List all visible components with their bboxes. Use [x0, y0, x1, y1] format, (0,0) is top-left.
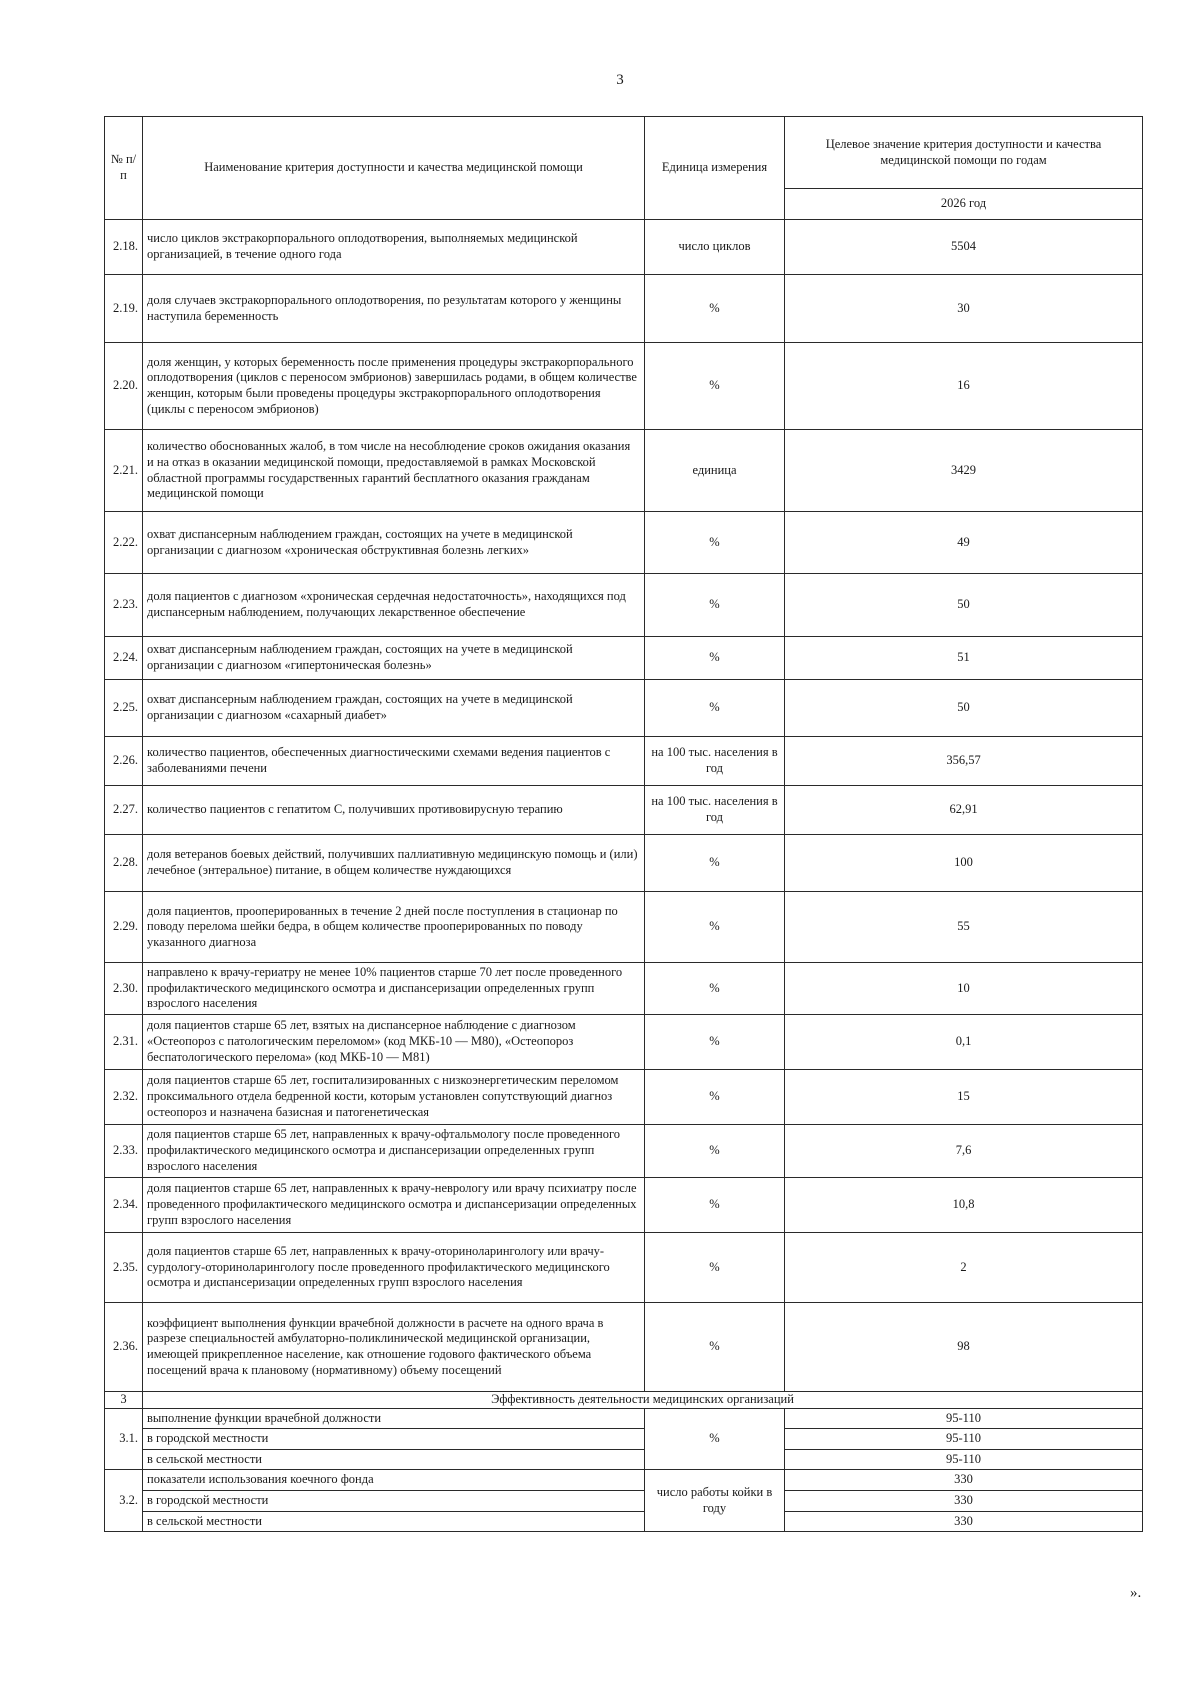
row-unit: % [645, 1232, 785, 1302]
row-value: 330 [785, 1511, 1143, 1532]
row-name: охват диспансерным наблюдением граждан, состоящих на учете в медицинской организации с диагнозом «гипертоническая болезнь» [143, 637, 645, 680]
table-row [105, 892, 1143, 963]
row-unit: на 100 тыс. населения в год [645, 737, 785, 786]
table-row [105, 1177, 1143, 1232]
criteria-table [104, 116, 1143, 1532]
table-row [105, 786, 1143, 835]
row-name: доля пациентов старше 65 лет, госпитализированных с низкоэнергетическим переломом проксимального отдела бедренной кости, которым установлен сопутствующий диагноз остеопороз и назначена базисная и патогенетическая [143, 1069, 645, 1124]
table-row [105, 1449, 1143, 1470]
row-value: 95-110 [785, 1429, 1143, 1450]
row-name: показатели использования коечного фонда [143, 1470, 645, 1491]
row-value: 330 [785, 1491, 1143, 1512]
row-value: 2 [785, 1232, 1143, 1302]
row-unit: % [645, 512, 785, 574]
row-value: 10,8 [785, 1177, 1143, 1232]
row-unit: % [645, 275, 785, 343]
row-num: 2.25. [105, 680, 143, 737]
header-num: № п/п [105, 117, 143, 220]
row-num: 2.21. [105, 430, 143, 512]
row-unit: % [645, 637, 785, 680]
row-num: 2.31. [105, 1014, 143, 1069]
row-unit: % [645, 963, 785, 1015]
header-name: Наименование критерия доступности и качества медицинской помощи [143, 117, 645, 220]
table-row [105, 1124, 1143, 1177]
table-row [105, 1232, 1143, 1302]
table-row [105, 963, 1143, 1015]
header-unit: Единица измерения [645, 117, 785, 220]
row-value: 50 [785, 574, 1143, 637]
table-row [105, 430, 1143, 512]
table-row [105, 1302, 1143, 1391]
table-row [105, 220, 1143, 275]
row-unit: % [645, 1302, 785, 1391]
header-target: Целевое значение критерия доступности и качества медицинской помощи по годам [785, 117, 1143, 189]
row-name: охват диспансерным наблюдением граждан, состоящих на учете в медицинской организации с диагнозом «сахарный диабет» [143, 680, 645, 737]
row-name: в сельской местности [143, 1511, 645, 1532]
row-value: 7,6 [785, 1124, 1143, 1177]
table-row [105, 737, 1143, 786]
row-name: охват диспансерным наблюдением граждан, состоящих на учете в медицинской организации с диагнозом «хроническая обструктивная болезнь легких» [143, 512, 645, 574]
row-unit: % [645, 1014, 785, 1069]
row-value: 51 [785, 637, 1143, 680]
row-value: 100 [785, 835, 1143, 892]
row-unit: % [645, 1177, 785, 1232]
row-name: в сельской местности [143, 1449, 645, 1470]
row-num: 2.28. [105, 835, 143, 892]
table-row [105, 680, 1143, 737]
row-value: 95-110 [785, 1449, 1143, 1470]
row-unit: % [645, 343, 785, 430]
row-name: доля случаев экстракорпорального оплодотворения, по результатам которого у женщины наступила беременность [143, 275, 645, 343]
row-num: 2.36. [105, 1302, 143, 1391]
row-num: 2.19. [105, 275, 143, 343]
row-value: 10 [785, 963, 1143, 1015]
row-value: 5504 [785, 220, 1143, 275]
row-unit: % [645, 680, 785, 737]
row-num: 2.23. [105, 574, 143, 637]
row-value: 95-110 [785, 1408, 1143, 1429]
row-name: доля пациентов старше 65 лет, направленных к врачу-оториноларингологу или врачу-сурдологу-оториноларингологу после проведенного профилактического медицинского осмотра и диспансеризации определенных групп взрослого населения [143, 1232, 645, 1302]
row-value: 16 [785, 343, 1143, 430]
row-num: 2.22. [105, 512, 143, 574]
row-name: доля пациентов старше 65 лет, взятых на диспансерное наблюдение с диагнозом «Остеопороз с патологическим переломом» (код МКБ-10 — М80), «Остеопороз беспатологического перелома» (код МКБ-10 — М81) [143, 1014, 645, 1069]
table-row [105, 343, 1143, 430]
row-value: 50 [785, 680, 1143, 737]
row-num: 2.26. [105, 737, 143, 786]
row-num: 2.30. [105, 963, 143, 1015]
row-num: 2.33. [105, 1124, 143, 1177]
table-row [105, 1408, 1143, 1429]
row-unit: на 100 тыс. населения в год [645, 786, 785, 835]
row-name: в городской местности [143, 1429, 645, 1450]
row-name: доля пациентов старше 65 лет, направленных к врачу-офтальмологу после проведенного профилактического медицинского осмотра и диспансеризации определенных групп взрослого населения [143, 1124, 645, 1177]
page-number: 3 [616, 72, 624, 88]
table-row [105, 1470, 1143, 1491]
row-value: 98 [785, 1302, 1143, 1391]
row-name: доля пациентов с диагнозом «хроническая сердечная недостаточность», находящихся под диспансерным наблюдением, получающих лекарственное обеспечение [143, 574, 645, 637]
table-row [105, 1014, 1143, 1069]
row-name: доля пациентов старше 65 лет, направленных к врачу-неврологу или врачу психиатру после проведенного профилактического медицинского осмотра и диспансеризации определенных групп взрослого населения [143, 1177, 645, 1232]
table-row [105, 835, 1143, 892]
row-unit: % [645, 1408, 785, 1470]
table-row [105, 1429, 1143, 1450]
row-name: доля пациентов, прооперированных в течение 2 дней после поступления в стационар по поводу перелома шейки бедра, в общем количестве прооперированных по поводу указанного диагноза [143, 892, 645, 963]
row-value: 330 [785, 1470, 1143, 1491]
row-num: 2.20. [105, 343, 143, 430]
row-value: 30 [785, 275, 1143, 343]
row-num: 2.35. [105, 1232, 143, 1302]
row-unit: число работы койки в году [645, 1470, 785, 1532]
section-3-body [105, 1391, 1143, 1531]
row-value: 49 [785, 512, 1143, 574]
row-num: 2.32. [105, 1069, 143, 1124]
table-row [105, 1511, 1143, 1532]
row-unit: % [645, 835, 785, 892]
row-value: 15 [785, 1069, 1143, 1124]
table-row [105, 574, 1143, 637]
section-row [105, 1391, 1143, 1408]
row-unit: % [645, 892, 785, 963]
row-num: 3.1. [105, 1408, 143, 1470]
header-year: 2026 год [785, 189, 1143, 220]
row-value: 356,57 [785, 737, 1143, 786]
row-num: 2.24. [105, 637, 143, 680]
row-value: 62,91 [785, 786, 1143, 835]
row-unit: число циклов [645, 220, 785, 275]
row-name: количество пациентов с гепатитом С, получивших противовирусную терапию [143, 786, 645, 835]
row-name: количество обоснованных жалоб, в том числе на несоблюдение сроков ожидания оказания и на отказ в оказании медицинской помощи, предоставляемой в рамках Московской областной программы государственных гарантий бесплатного оказания гражданам медицинской помощи [143, 430, 645, 512]
section-title: Эффективность деятельности медицинских организаций [143, 1391, 1143, 1408]
table-row [105, 275, 1143, 343]
row-unit: % [645, 1124, 785, 1177]
row-num: 2.27. [105, 786, 143, 835]
row-name: в городской местности [143, 1491, 645, 1512]
row-name: коэффициент выполнения функции врачебной должности в расчете на одного врача в разрезе специальностей амбулаторно-поликлинической медицинской организации, имеющей прикрепленное население, как отношение годового фактического объема посещений врача к плановому (нормативному) объему посещений [143, 1302, 645, 1391]
row-value: 55 [785, 892, 1143, 963]
row-num: 2.34. [105, 1177, 143, 1232]
row-unit: % [645, 1069, 785, 1124]
table-row [105, 637, 1143, 680]
row-name: доля ветеранов боевых действий, получивших паллиативную медицинскую помощь и (или) лечебное (энтеральное) питание, в общем количестве нуждающихся [143, 835, 645, 892]
table-row [105, 1491, 1143, 1512]
section-num: 3 [105, 1391, 143, 1408]
row-num: 2.29. [105, 892, 143, 963]
closing-quote: ». [1130, 1585, 1142, 1601]
row-name: доля женщин, у которых беременность после применения процедуры экстракорпорального оплодотворения (циклов с переносом эмбрионов) завершилась родами, в общем количестве женщин, которым были проведены процедуры экстракорпорального оплодотворения (циклы с переносом эмбрионов) [143, 343, 645, 430]
table-body [105, 220, 1143, 1392]
row-value: 3429 [785, 430, 1143, 512]
row-name: выполнение функции врачебной должности [143, 1408, 645, 1429]
row-name: направлено к врачу-гериатру не менее 10% пациентов старше 70 лет после проведенного профилактического медицинского осмотра и диспансеризации определенных групп взрослого населения [143, 963, 645, 1015]
table-row [105, 512, 1143, 574]
row-num: 2.18. [105, 220, 143, 275]
row-unit: % [645, 574, 785, 637]
row-name: количество пациентов, обеспеченных диагностическими схемами ведения пациентов с заболеваниями печени [143, 737, 645, 786]
row-value: 0,1 [785, 1014, 1143, 1069]
row-num: 3.2. [105, 1470, 143, 1532]
row-unit: единица [645, 430, 785, 512]
row-name: число циклов экстракорпорального оплодотворения, выполняемых медицинской организацией, в течение одного года [143, 220, 645, 275]
table-row [105, 1069, 1143, 1124]
